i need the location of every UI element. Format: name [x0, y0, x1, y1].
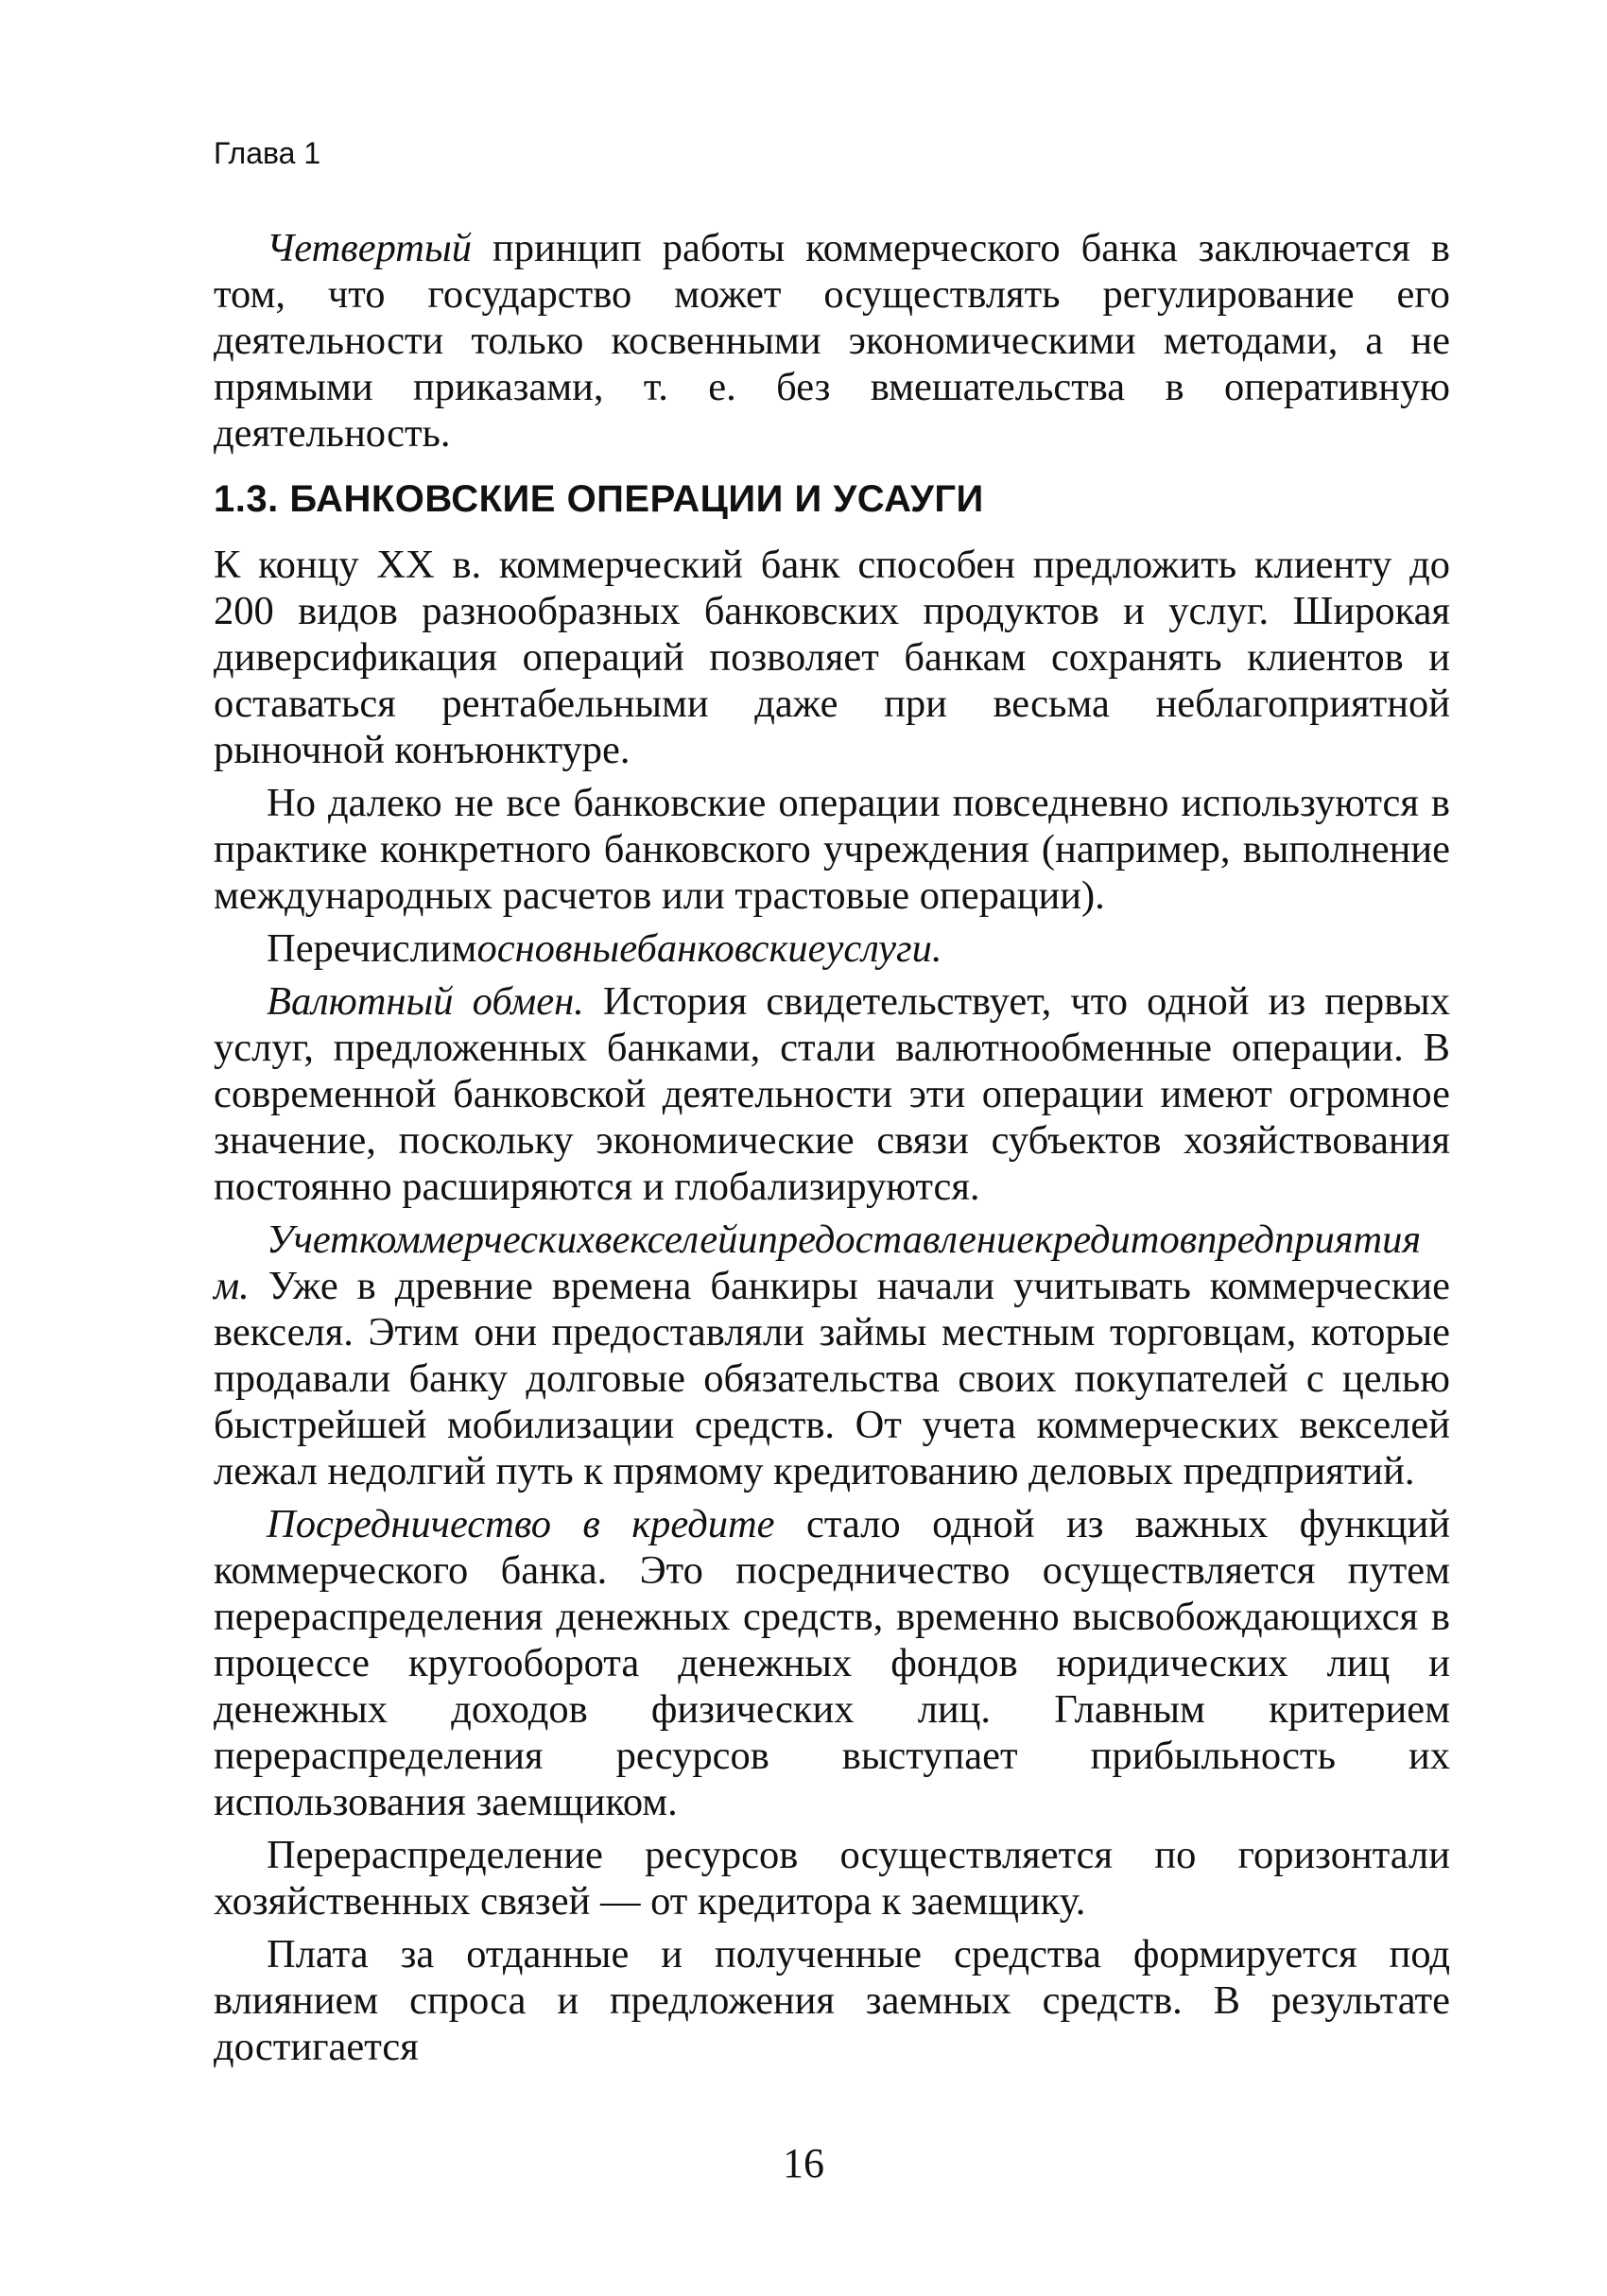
paragraph-8: Плата за отданные и полученные средства формируется под влиянием спроса и предложения заемных средств. В результате достигается — [214, 1932, 1450, 2069]
paragraph-2: Но далеко не все банковские операции повседневно используются в практике конкретного банковского учреждения (например, выполнение международных расчетов или трастовые операции). — [214, 781, 1450, 918]
paragraph-lead-italic: Посредничество в кредите — [267, 1502, 775, 1546]
paragraph-text: История свидетельствует, что одной из первых услуг, предложенных банками, стали валютнообменные операции. В современной банковской деятельности эти операции имеют огромное значение, поскольку экономические связи субъектов хозяйствования постоянно расширяются и глобализируются. — [214, 979, 1450, 1209]
running-head: Глава 1 — [214, 136, 321, 170]
paragraph-lead-italic: Учеткоммерческихвекселейипредоставлениекредитовпредприятиям. — [214, 1217, 1422, 1308]
paragraph-text: принцип работы коммерческого банка заключается в том, что государство может осуществлять регулирование его деятельности только косвенными экономическими методами, а не прямыми приказами, т. е. без вмешательства в оперативную деятельность. — [214, 226, 1450, 456]
paragraph-fourth-principle — [214, 225, 1450, 457]
section-heading: 1.3. БАНКОВСКИЕ ОПЕРАЦИИ И УСАУГИ — [214, 478, 984, 520]
paragraph-7: Перераспределение ресурсов осуществляется по горизонтали хозяйственных связей — от кредитора к заемщику. — [214, 1833, 1450, 1924]
paragraph-credit-intermediation — [214, 1501, 1450, 1825]
paragraph-bill-discounting — [214, 1217, 1450, 1494]
intro-text-block — [214, 225, 1450, 463]
paragraph-3 — [214, 925, 1450, 972]
page-number: 16 — [783, 2140, 824, 2186]
paragraph-1: К концу XX в. коммерческий банк способен предложить клиенту до 200 видов разнообразных банковских продуктов и услуг. Широкая диверсификация операций позволяет банкам сохранять клиентов и оставаться рентабельными даже при весьма неблагоприятной рыночной конъюнктуре. — [214, 543, 1450, 772]
paragraph-lead-italic: Валютный обмен. — [267, 979, 584, 1024]
paragraph-text: Перечислим — [267, 926, 477, 971]
paragraph-italic-term: основныебанковскиеуслуги. — [476, 926, 942, 971]
paragraph-currency-exchange — [214, 978, 1450, 1210]
section-text-block — [214, 542, 1450, 2077]
paragraph-lead-italic: Четвертый — [267, 226, 473, 270]
paragraph-text: Уже в древние времена банкиры начали учитывать коммерческие векселя. Этим они предоставляли займы местным торговцам, которые продавали банку долговые обязательства своих покупателей с целью быстрейшей мобилизации средств. От учета коммерческих векселей лежал недолгий путь к прямому кредитованию деловых предприятий. — [214, 1264, 1450, 1493]
paragraph-text: стало одной из важных функций коммерческого банка. Это посредничество осуществляется путем перераспределения денежных средств, временно высвобождающихся в процессе кругооборота денежных фондов юридических лиц и денежных доходов физических лиц. Главным критерием перераспределения ресурсов выступает прибыльность их использования заемщиком. — [214, 1502, 1451, 1824]
